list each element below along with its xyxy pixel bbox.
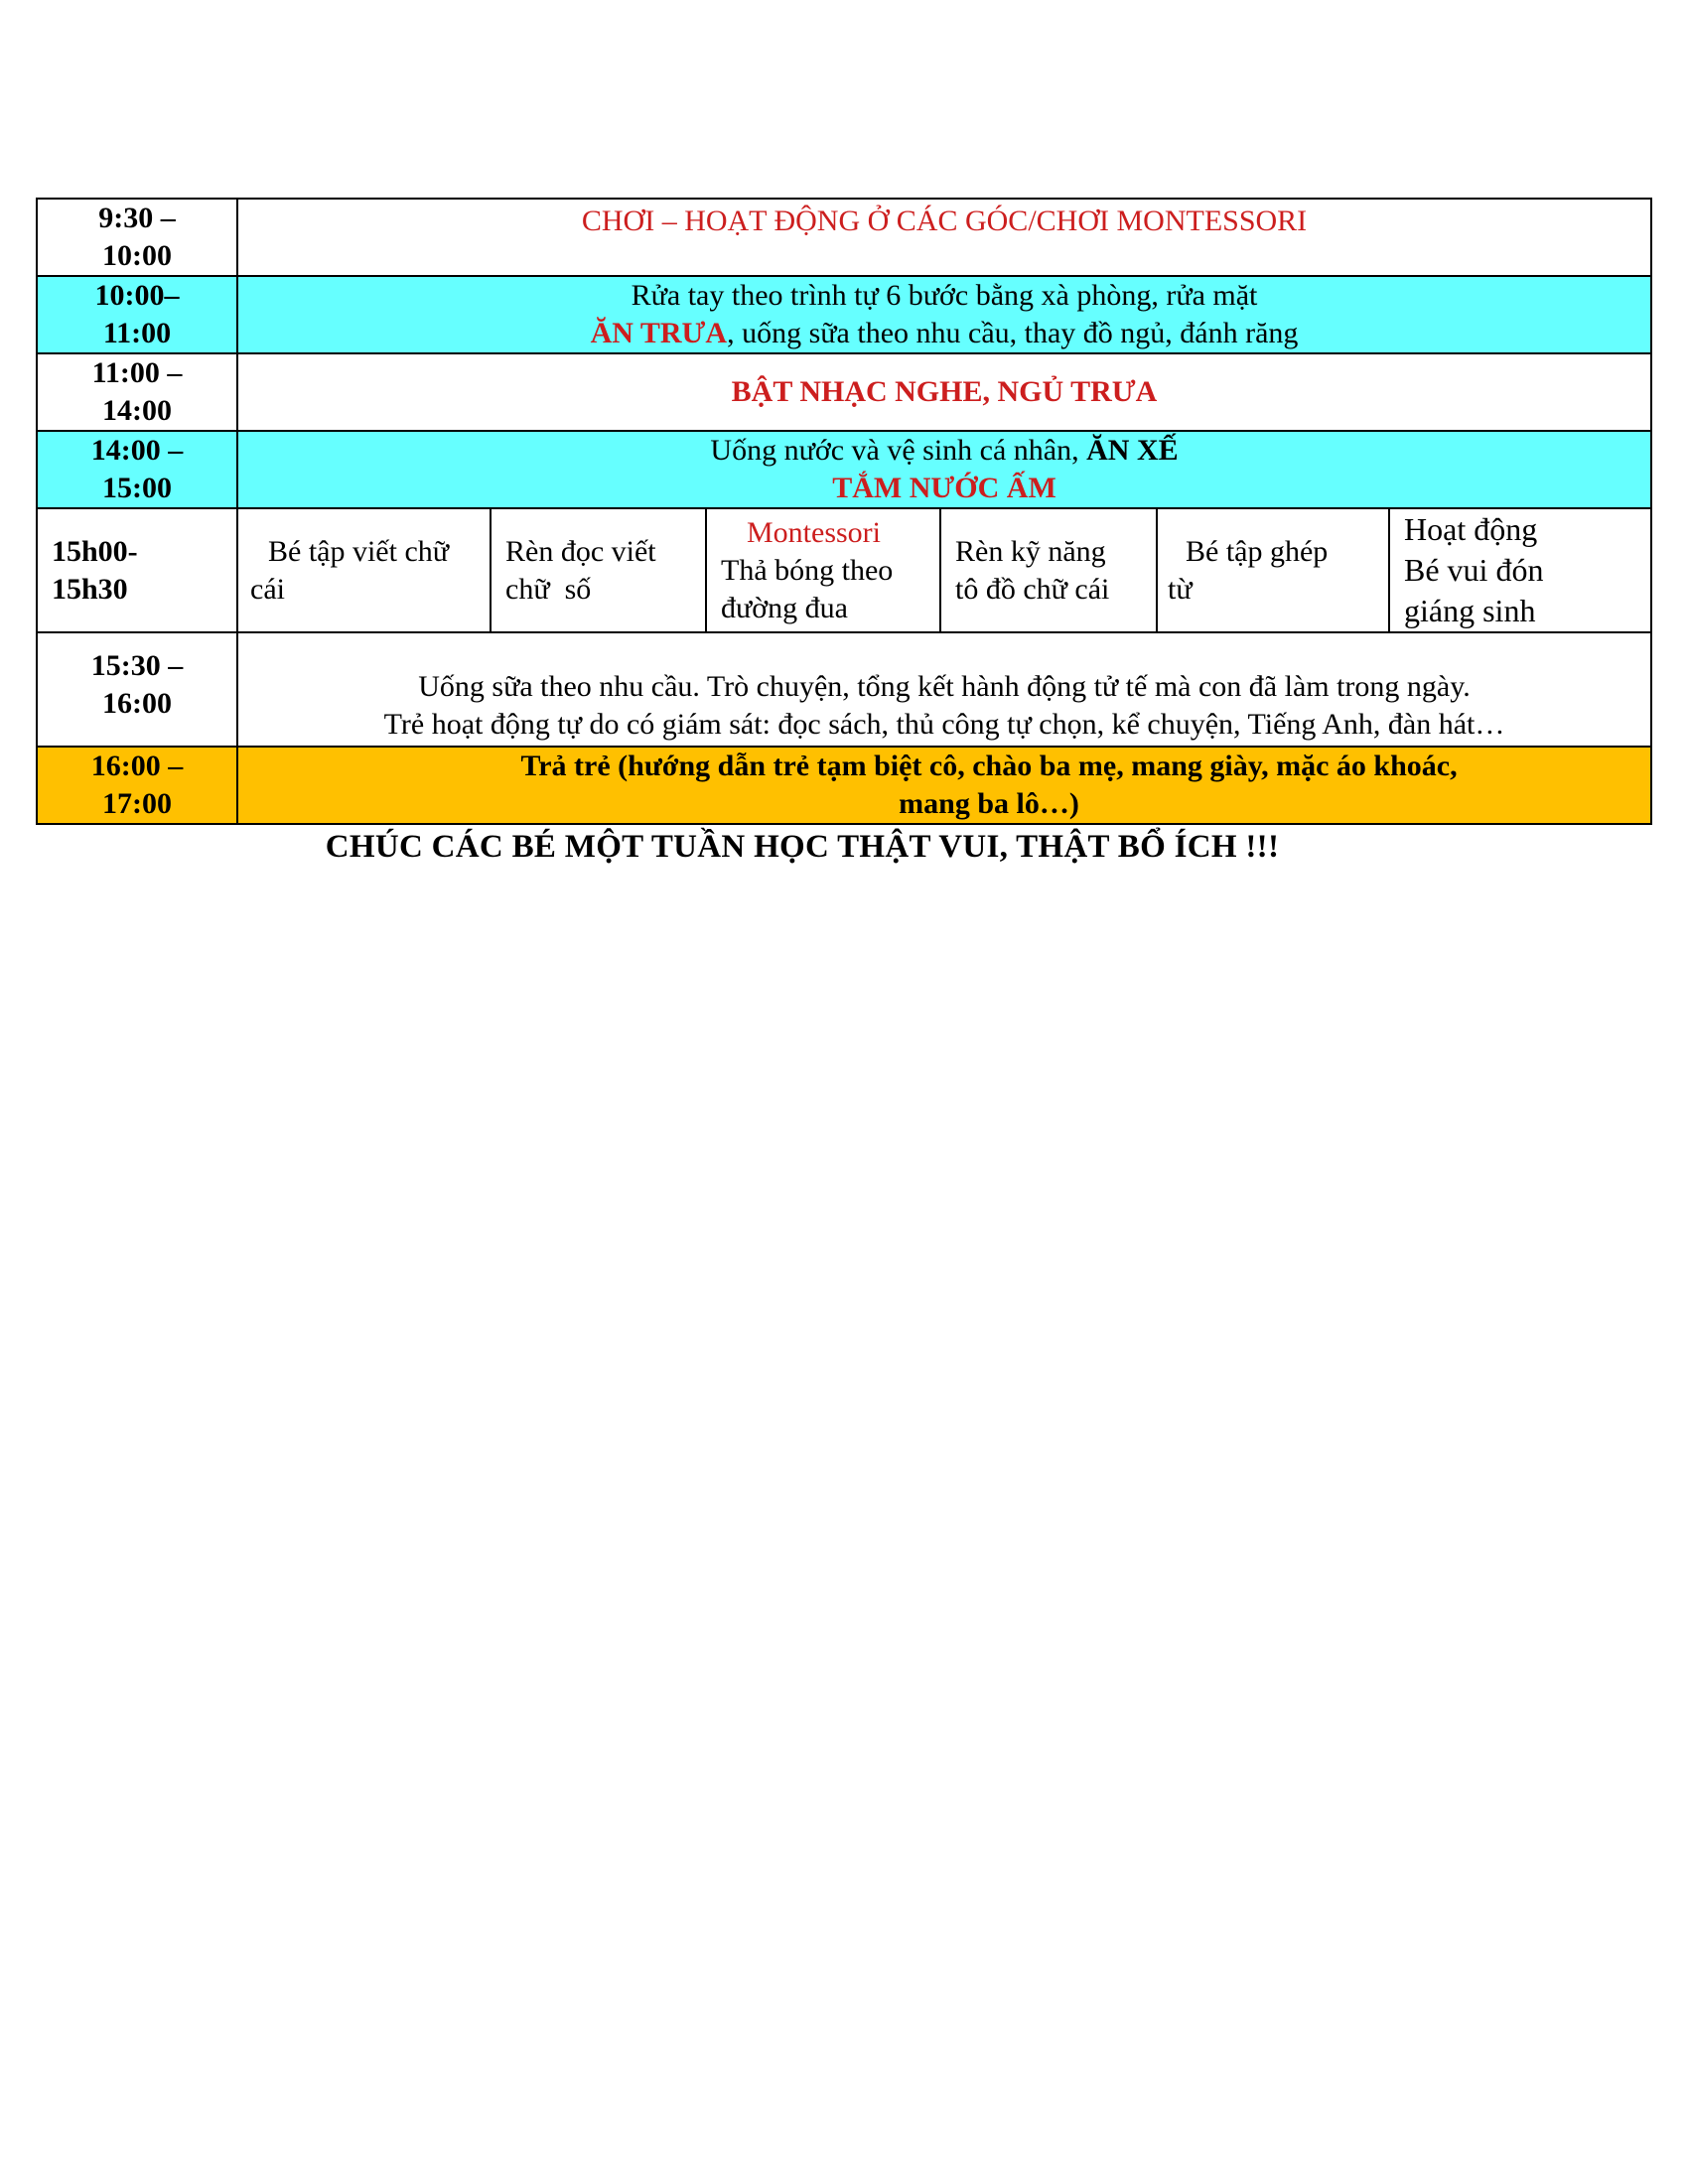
activity-line: Bé tập ghép [1186,534,1329,568]
snack-line [238,432,1650,470]
lunch-details: , uống sữa theo nhu cầu, thay đồ ngủ, đánh răng [727,317,1299,349]
time-end: 15:00 [102,472,172,504]
hygiene-text: Uống nước và vệ sinh cá nhân, [710,434,1087,467]
activity-line: đường đua [721,591,848,624]
table-row [37,508,1651,632]
table-row [37,747,1651,824]
time-end: 17:00 [102,787,172,820]
activity-line: từ [1168,572,1193,606]
activity-cell [237,747,1651,824]
activity-line: cái [250,572,285,606]
bath-text: TẮM NƯỚC ẤM [832,472,1056,504]
nap-text: BẬT NHẠC NGHE, NGỦ TRƯA [731,375,1158,408]
pickup-text-cont: mang ba lô…) [899,787,1079,820]
time-end: 14:00 [102,394,172,427]
activity-writing [237,508,491,632]
time-start: 11:00 – [91,356,183,389]
time-start: 16:00 – [90,750,184,782]
time-cell [37,431,237,508]
activity-line: Rèn đọc viết [505,534,656,568]
table-row [37,199,1651,276]
table-row [37,632,1651,747]
activity-christmas [1389,508,1651,632]
activity-cell [237,199,1651,276]
table-row [37,276,1651,353]
pickup-text: Trả trẻ (hướng dẫn trẻ tạm biệt cô, chào ba mẹ, mang giày, mặc áo khoác, [520,750,1458,782]
time-end: 10:00 [102,239,172,272]
activity-line: Bé vui đón [1404,552,1544,588]
activity-coloring [940,508,1157,632]
play-corners-text: CHƠI – HOẠT ĐỘNG Ở CÁC GÓC/CHƠI MONTESSORI [581,205,1308,237]
activity-cell [237,431,1651,508]
time-start: 15h00- [52,534,138,568]
time-start: 9:30 – [98,202,176,234]
time-cell [37,199,237,276]
milk-chat-text: Uống sữa theo nhu cầu. Trò chuyện, tổng kết hành động tử tế mà con đã làm trong ngày. [418,670,1471,703]
activity-line: tô đồ chữ cái [955,572,1110,606]
activity-reading [491,508,706,632]
time-end: 11:00 [102,317,172,349]
activity-line: Bé tập viết chữ [268,534,450,568]
activity-line: Rèn kỹ năng [955,534,1106,568]
table-row [37,431,1651,508]
activity-word-building [1157,508,1389,632]
activity-line: Thả bóng theo [721,553,894,587]
activity-cell [237,632,1651,747]
montessori-title: Montessori [747,515,881,549]
activity-cell [237,276,1651,353]
activity-line: giáng sinh [1404,593,1536,628]
time-cell [37,747,237,824]
activity-cell [237,353,1651,431]
time-end: 16:00 [102,687,172,720]
handwash-text: Rửa tay theo trình tự 6 bước bằng xà phòng, rửa mặt [631,279,1258,312]
lunch-line [238,315,1650,352]
time-start: 15:30 – [90,649,184,682]
lunch-label: ĂN TRƯA [590,317,728,349]
table-row [37,353,1651,431]
snack-label: ĂN XẾ [1086,434,1179,467]
time-cell [37,276,237,353]
closing-message: CHÚC CÁC BÉ MỘT TUẦN HỌC THẬT VUI, THẬT BỔ ÍCH !!! [325,829,1280,865]
activity-montessori [706,508,940,632]
time-cell [37,508,237,632]
time-cell [37,632,237,747]
activity-line: chữ số [505,572,592,606]
time-cell [37,353,237,431]
activity-line: Hoạt động [1404,511,1538,547]
free-play-text: Trẻ hoạt động tự do có giám sát: đọc sách, thủ công tự chọn, kể chuyện, Tiếng Anh, đàn hát… [383,708,1505,741]
time-start: 10:00– [94,279,180,312]
schedule-table [36,198,1652,825]
time-end: 15h30 [52,572,128,606]
time-start: 14:00 – [90,434,184,467]
